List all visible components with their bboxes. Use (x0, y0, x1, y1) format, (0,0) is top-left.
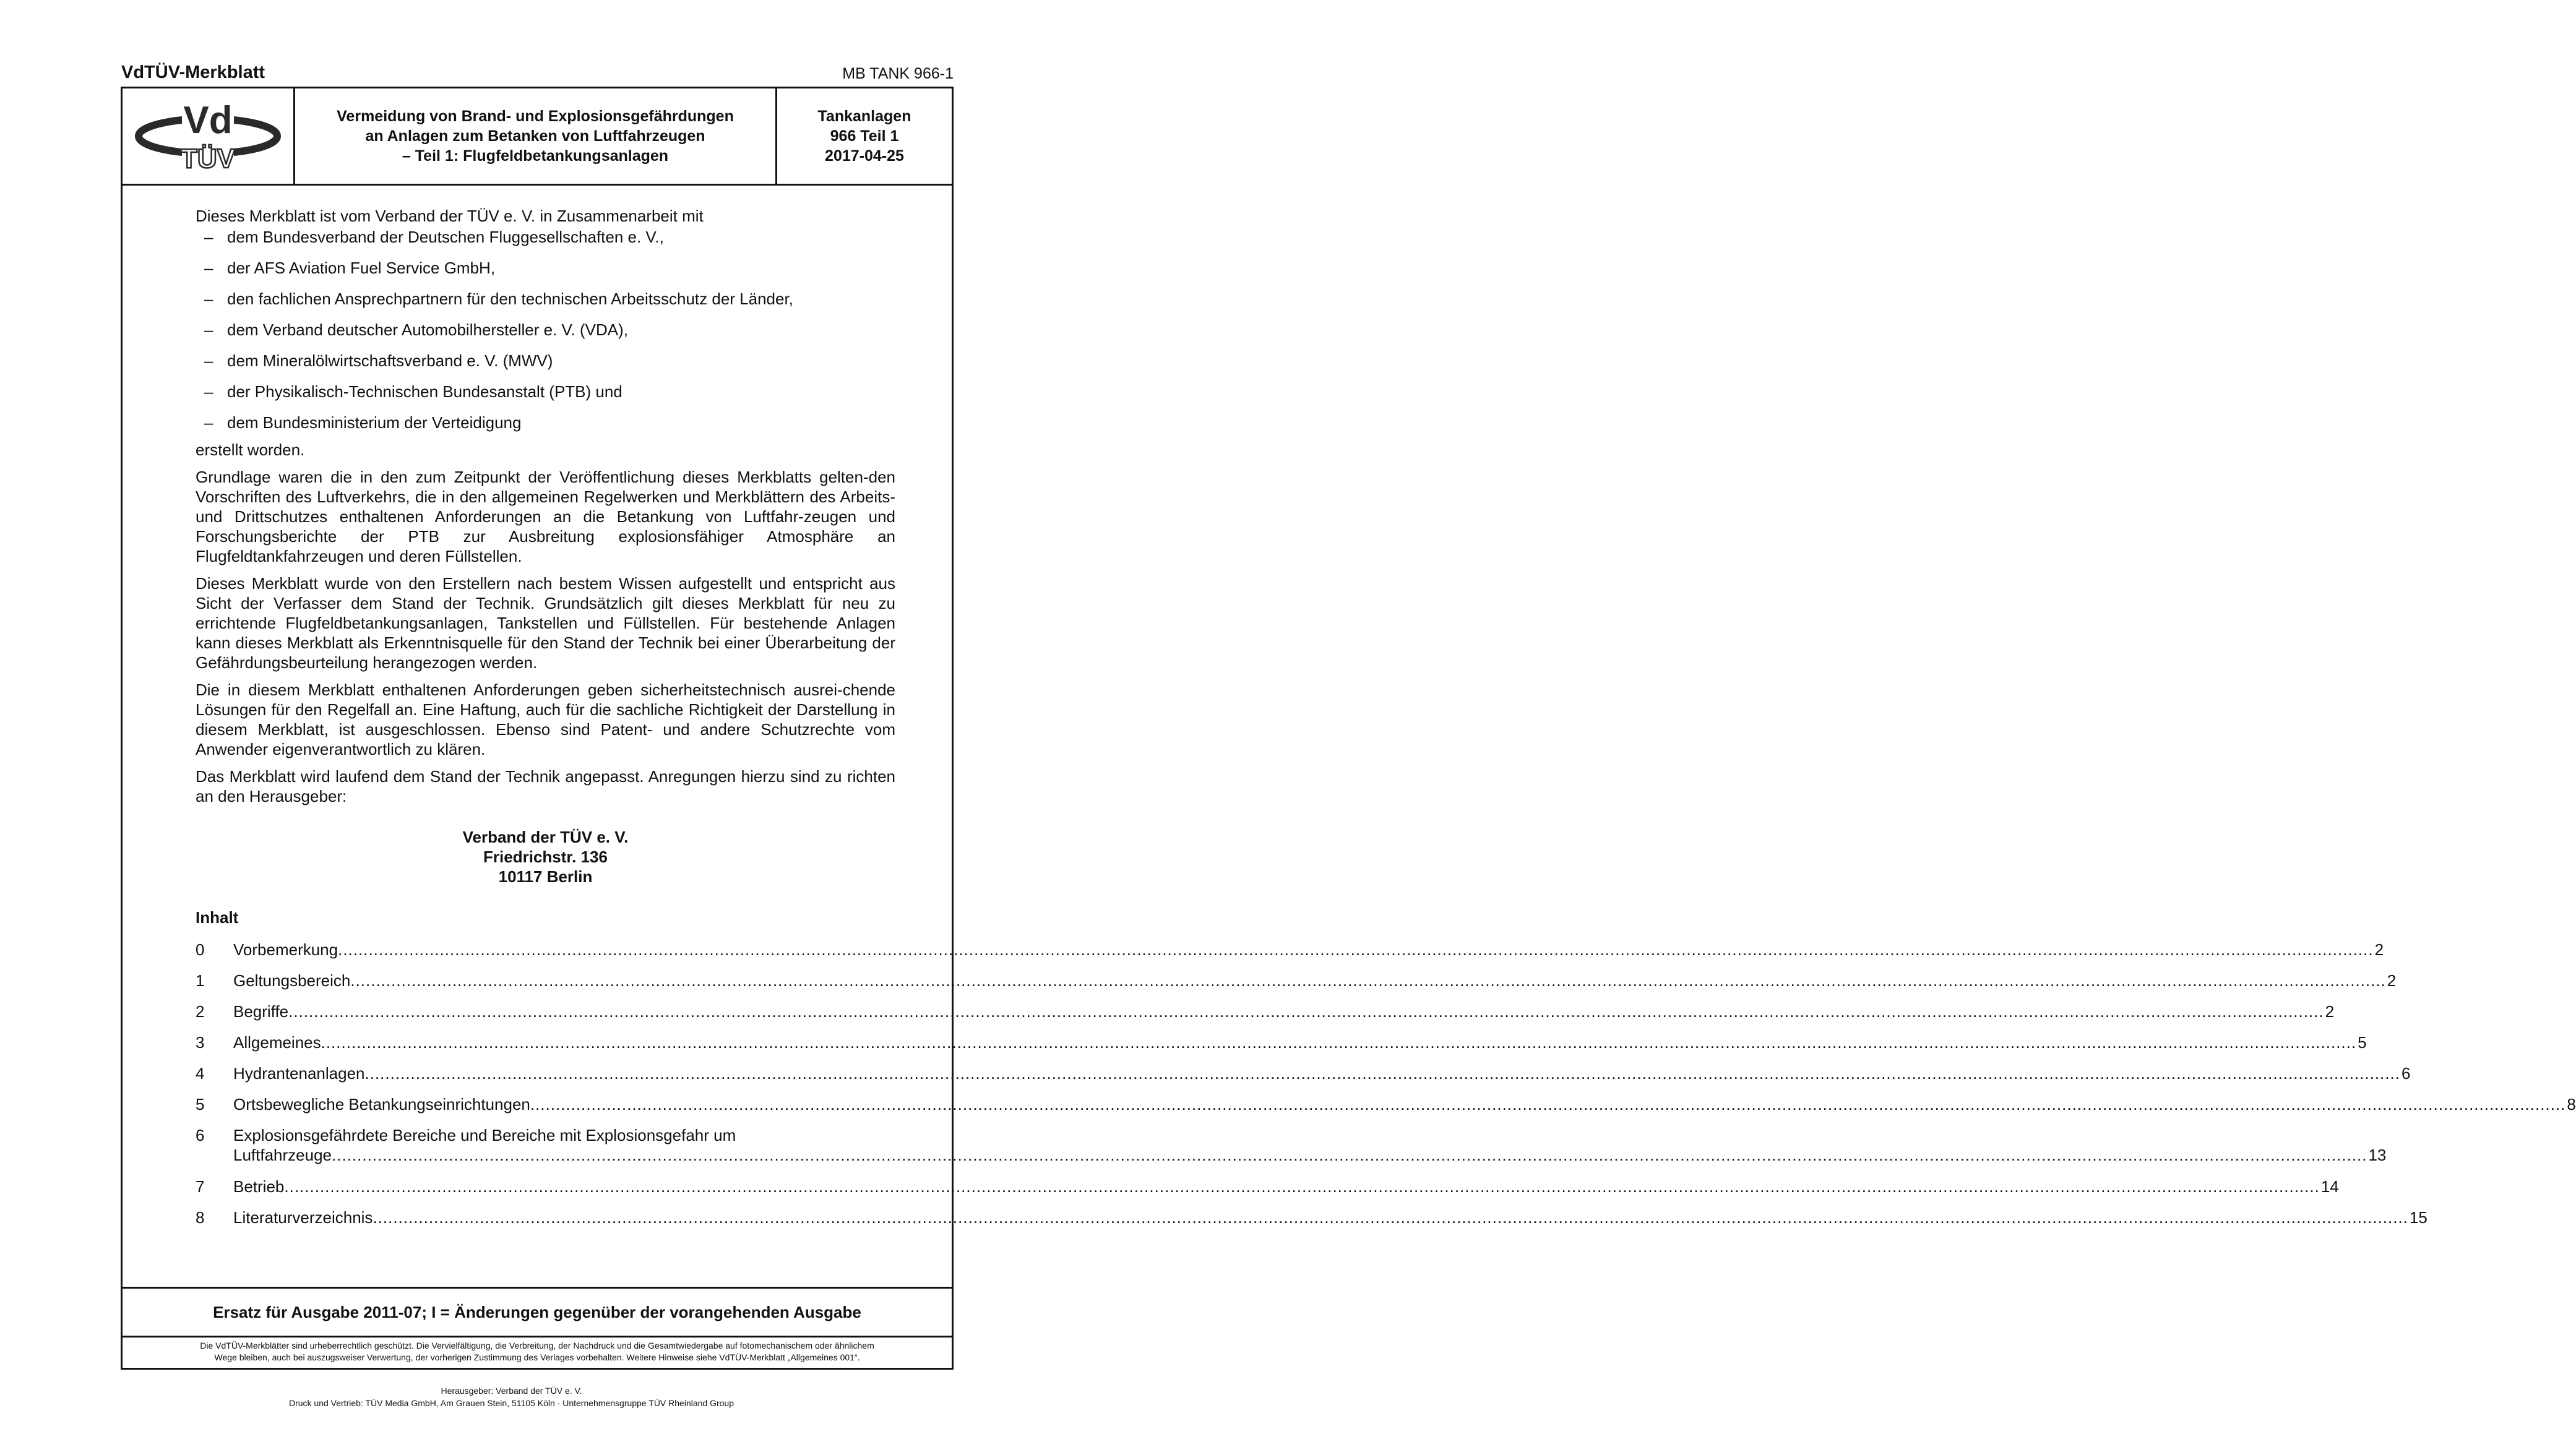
logo-text-tuev: TÜV (181, 144, 235, 174)
toc-dots: ................................................................................................................................................................................................................................................................................................................................................................................................................ (373, 1208, 2408, 1227)
dash-bullet: – (204, 290, 213, 308)
page-footer (0, 1385, 1023, 1409)
address-line: Friedrichstr. 136 (483, 848, 608, 866)
copyright-line: Wege bleiben, auch bei auszugsweiser Verwertung, der vorherigen Zustimmung des Verlages vorbehalten. Weitere Hinweise siehe VdTÜV-Merkblatt „Allgemeines 001“. (214, 1352, 860, 1362)
toc-number: 5 (196, 1095, 205, 1114)
copyright-notice (123, 1336, 952, 1368)
title-line: – Teil 1: Flugfeldbetankungsanlagen (402, 147, 669, 165)
main-content (196, 206, 2576, 1239)
toc-label: Luftfahrzeuge (233, 1146, 332, 1164)
dash-bullet: – (204, 259, 213, 277)
title-line: Vermeidung von Brand- und Explosionsgefährdungen (337, 108, 734, 125)
toc-number: 8 (196, 1208, 205, 1227)
toc-item[interactable] (196, 1125, 2387, 1177)
toc-dots: ................................................................................................................................................................................................................................................................................................................................................................................................................ (350, 971, 2386, 990)
document-code (777, 88, 952, 184)
partner-text: den fachlichen Ansprechpartnern für den technischen Arbeitsschutz der Länder, (227, 290, 793, 308)
dash-bullet: – (204, 228, 213, 246)
toc-label: Hydrantenanlagen (233, 1064, 365, 1083)
dash-bullet: – (204, 382, 213, 401)
toc-item[interactable] (196, 1177, 2339, 1208)
publisher-address (196, 827, 895, 887)
logo-text-vd: Vd (183, 99, 233, 142)
footer-line: Herausgeber: Verband der TÜV e. V. (441, 1386, 582, 1396)
toc-dots: ................................................................................................................................................................................................................................................................................................................................................................................................................ (284, 1177, 2320, 1196)
toc-label: Literaturverzeichnis (233, 1208, 373, 1227)
toc-dots: ................................................................................................................................................................................................................................................................................................................................................................................................................ (332, 1146, 2367, 1164)
toc-number: 3 (196, 1033, 205, 1052)
partner-item (196, 382, 895, 413)
code-date: 2017-04-25 (825, 147, 904, 165)
toc-dots: ................................................................................................................................................................................................................................................................................................................................................................................................................ (364, 1064, 2400, 1083)
body-paragraph: Das Merkblatt wird laufend dem Stand der Technik angepasst. Anregungen hierzu sind zu richten an den Herausgeber: (196, 767, 895, 805)
toc-label-line1: Explosionsgefährdete Bereiche und Bereiche mit Explosionsgefahr um (233, 1126, 736, 1144)
dash-bullet: – (204, 413, 213, 432)
footer-line: Druck und Vertrieb: TÜV Media GmbH, Am Grauen Stein, 51105 Köln · Unternehmensgruppe TÜV Rheinland Group (288, 1398, 734, 1408)
dash-bullet: – (204, 320, 213, 339)
partner-list (196, 227, 895, 440)
toc-page: 14 (2320, 1177, 2339, 1196)
body-paragraph: Dieses Merkblatt wurde von den Erstellern nach bestem Wissen aufgestellt und entspricht aus Sicht der Verfasser dem Stand der Technik. Grundsätzlich gilt dieses Merkblatt für neu zu errichtende Flugfeldbetankungsanlagen, Tankstellen und Füllstellen. Für bestehende Anlagen kann dieses Merkblatt als Erkenntnisquelle für den Stand der Technik bei einer Überarbeitung der Gefährdungsbeurteilung herangezogen werden. (196, 574, 895, 672)
partner-item (196, 289, 895, 320)
partner-item (196, 413, 895, 440)
toc-number: 1 (196, 971, 205, 990)
copyright-line: Die VdTÜV-Merkblätter sind urheberrechtlich geschützt. Die Vervielfältigung, die Verbreitung, der Nachdruck und die Gesamtwiedergabe auf fotomechanischem oder ähnlichem (200, 1341, 874, 1350)
body-paragraph: Grundlage waren die in den zum Zeitpunkt der Veröffentlichung dieses Merkblatts gelten-den Vorschriften des Luftverkehrs, die in den allgemeinen Regelwerken und Merkblättern des Arbeits- und Drittschutzes enthaltenen Anforderungen an die Betankung von Luftfahr-zeugen und Forschungsberichte der PTB zur Ausbreitung explosionsfähiger Atmosphäre an Flugfeldtankfahrzeugen und deren Füllstellen. (196, 468, 895, 565)
toc-label: Betrieb (233, 1177, 285, 1196)
toc-label: Begriffe (233, 1002, 289, 1021)
toc-page: 5 (2358, 1033, 2367, 1052)
code-category: Tankanlagen (817, 108, 911, 125)
body-paragraph: Die in diesem Merkblatt enthaltenen Anforderungen geben sicherheitstechnisch ausrei-chende Lösungen für den Regelfall an. Eine Haftung, auch für die sachliche Richtigkeit der Darstellung in diesem Merkblatt, ist ausgeschlossen. Ebenso sind Patent- und andere Schutzrechte vom Anwender eigenverantwortlich zu klären. (196, 681, 895, 758)
logo-cell (123, 88, 295, 184)
toc-number: 4 (196, 1064, 205, 1083)
toc-dots: ................................................................................................................................................................................................................................................................................................................................................................................................................ (321, 1033, 2357, 1052)
partner-item (196, 227, 895, 258)
toc-item[interactable] (196, 1063, 2411, 1094)
partner-text: dem Bundesministerium der Verteidigung (227, 413, 522, 432)
toc-page: 15 (2409, 1208, 2427, 1227)
address-line: Verband der TÜV e. V. (462, 828, 629, 846)
toc-heading: Inhalt (196, 908, 239, 927)
dash-bullet: – (204, 351, 213, 370)
intro-text: Dieses Merkblatt ist vom Verband der TÜV e. V. in Zusammenarbeit mit (196, 207, 704, 225)
toc-page: 2 (2325, 1002, 2335, 1021)
partner-text: dem Verband deutscher Automobilhersteller e. V. (VDA), (227, 320, 628, 339)
toc-page: 2 (2374, 940, 2384, 959)
toc-number: 7 (196, 1177, 205, 1196)
partner-item (196, 258, 895, 289)
toc-dots: ................................................................................................................................................................................................................................................................................................................................................................................................................ (530, 1095, 2566, 1114)
code-part: 966 Teil 1 (830, 127, 899, 145)
toc-dots: ................................................................................................................................................................................................................................................................................................................................................................................................................ (288, 1002, 2324, 1021)
toc-page: 6 (2401, 1064, 2411, 1083)
toc-item[interactable] (196, 940, 2384, 971)
title-line: an Anlagen zum Betanken von Luftfahrzeugen (365, 127, 705, 145)
toc-label: Allgemeines (233, 1033, 321, 1052)
vdtuev-logo (123, 88, 293, 184)
toc-page: 8 (2567, 1095, 2576, 1114)
toc-page: 13 (2368, 1146, 2387, 1164)
partner-text: der AFS Aviation Fuel Service GmbH, (227, 259, 496, 277)
partner-item (196, 320, 895, 351)
toc-page: 2 (2387, 971, 2397, 990)
toc-dots: ................................................................................................................................................................................................................................................................................................................................................................................................................ (338, 940, 2374, 959)
partner-text: dem Mineralölwirtschaftsverband e. V. (MWV) (227, 351, 553, 370)
toc-label: Geltungsbereich (233, 971, 351, 990)
toc-item[interactable] (196, 1208, 2427, 1239)
toc-item[interactable] (196, 1002, 2335, 1033)
partner-item (196, 351, 895, 382)
title-box (123, 88, 952, 186)
toc-item[interactable] (196, 1033, 2367, 1063)
address-line: 10117 Berlin (498, 867, 593, 886)
toc-label: Ortsbewegliche Betankungseinrichtungen (233, 1095, 530, 1114)
document-number: MB TANK 966-1 (842, 65, 954, 82)
toc-item[interactable] (196, 971, 2397, 1002)
replacement-notice: Ersatz für Ausgabe 2011-07; I = Änderungen gegenüber der vorangehenden Ausgabe (123, 1287, 952, 1338)
document-type-title: VdTÜV-Merkblatt (121, 62, 265, 82)
toc-number: 6 (196, 1126, 205, 1144)
toc-item[interactable] (196, 1094, 2576, 1125)
document-title (295, 88, 777, 184)
toc-number: 2 (196, 1002, 205, 1021)
partner-text: dem Bundesverband der Deutschen Fluggesellschaften e. V., (227, 228, 664, 246)
toc-label: Vorbemerkung (233, 940, 338, 959)
table-of-contents (196, 940, 2576, 1239)
partner-text: der Physikalisch-Technischen Bundesanstalt (PTB) und (227, 382, 622, 401)
page-frame (121, 87, 2576, 1370)
toc-number: 0 (196, 940, 205, 959)
after-list-text: erstellt worden. (196, 440, 305, 459)
